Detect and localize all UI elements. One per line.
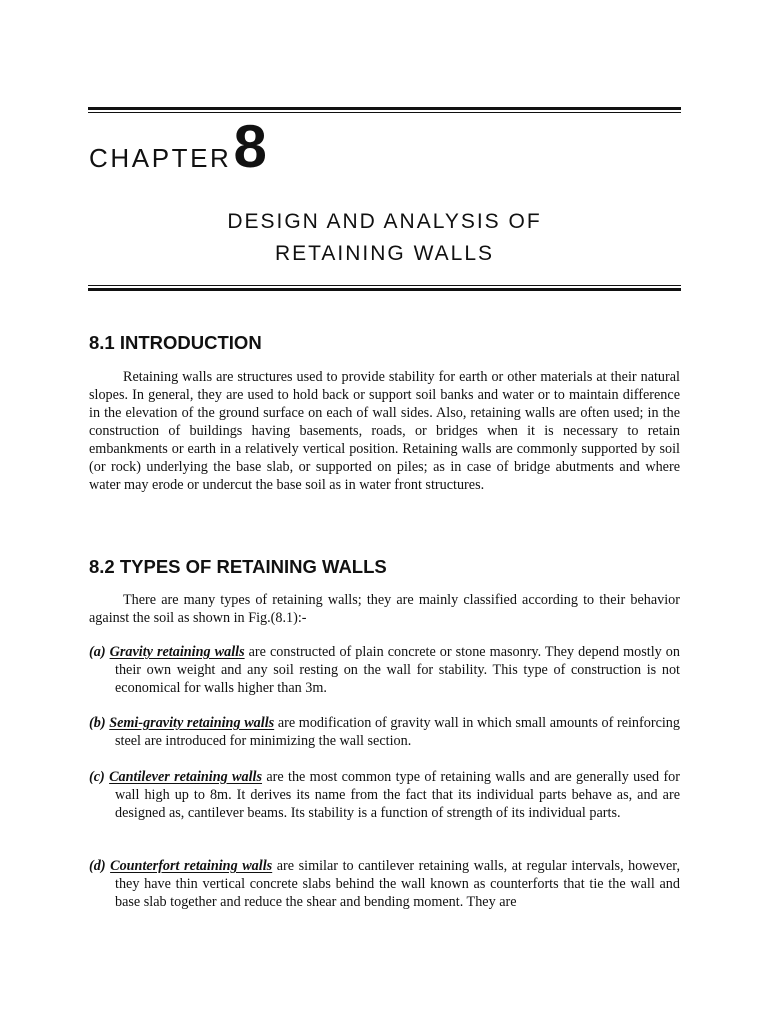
list-item-term: Cantilever retaining walls bbox=[109, 769, 263, 785]
list-item-gravity bbox=[89, 643, 680, 697]
chapter-number: 8 bbox=[233, 113, 267, 180]
list-item-text: are modification of gravity wall in which small amounts of reinforcing steel are introduced for minimizing the wall section. bbox=[115, 715, 680, 749]
chapter-title-line-1: DESIGN AND ANALYSIS OF bbox=[227, 210, 542, 233]
list-item-text: are constructed of plain concrete or stone masonry. They depend mostly on their own weight and any soil resting on the wall for stability. This type of construction is not economical for walls higher than 3m. bbox=[115, 644, 680, 696]
list-item-text: are similar to cantilever retaining walls, at regular intervals, however, they have thin vertical concrete slabs behind the wall known as counterforts that tie the wall and base slab together and reduce the shear and bending moment. They are bbox=[115, 858, 681, 910]
list-item-term: Counterfort retaining walls bbox=[110, 858, 273, 874]
list-item-counterfort bbox=[89, 857, 680, 911]
introduction-paragraph: Retaining walls are structures used to provide stability for earth or other materials at their natural slopes. In general, they are used to hold back or support soil banks and water or to maintain difference in the elevation of the ground surface on each of wall sides. Also, retaining walls are often used; in the construction of buildings having basements, roads, or bridges when it is necessary to retain embankments or earth in a relatively vertical position. Retaining walls are commonly supported by soil (or rock) underlying the base slab, or supported on piles; as in case of bridge abutments and where water may erode or undercut the base soil as in water front structures. bbox=[89, 369, 680, 493]
types-intro-paragraph: There are many types of retaining walls; they are mainly classified according to their behavior against the soil as shown in Fig.(8.1):- bbox=[89, 592, 680, 626]
section-heading-introduction: 8.1 INTRODUCTION bbox=[89, 332, 262, 353]
list-item-cantilever bbox=[89, 768, 680, 822]
list-item-text: are the most common type of retaining walls and are generally used for wall high up to 8m. It derives its name from the fact that its individual parts behave as, and are designed as, cantilever beams. Its stability is a function of strength of its individual parts. bbox=[115, 769, 681, 821]
chapter-heading bbox=[89, 112, 267, 181]
chapter-title bbox=[88, 206, 681, 270]
list-item-tag: (b) bbox=[89, 715, 106, 731]
section-heading-types: 8.2 TYPES OF RETAINING WALLS bbox=[89, 556, 387, 577]
chapter-label: CHAPTER bbox=[89, 143, 232, 173]
list-item-tag: (a) bbox=[89, 644, 106, 660]
list-item-semi-gravity bbox=[89, 714, 680, 750]
list-item-tag: (c) bbox=[89, 769, 105, 785]
list-item-term: Semi-gravity retaining walls bbox=[109, 715, 275, 731]
bottom-double-rule bbox=[88, 285, 681, 291]
chapter-title-line-2: RETAINING WALLS bbox=[274, 242, 495, 265]
list-item-term: Gravity retaining walls bbox=[109, 644, 245, 660]
list-item-tag: (d) bbox=[89, 858, 106, 874]
